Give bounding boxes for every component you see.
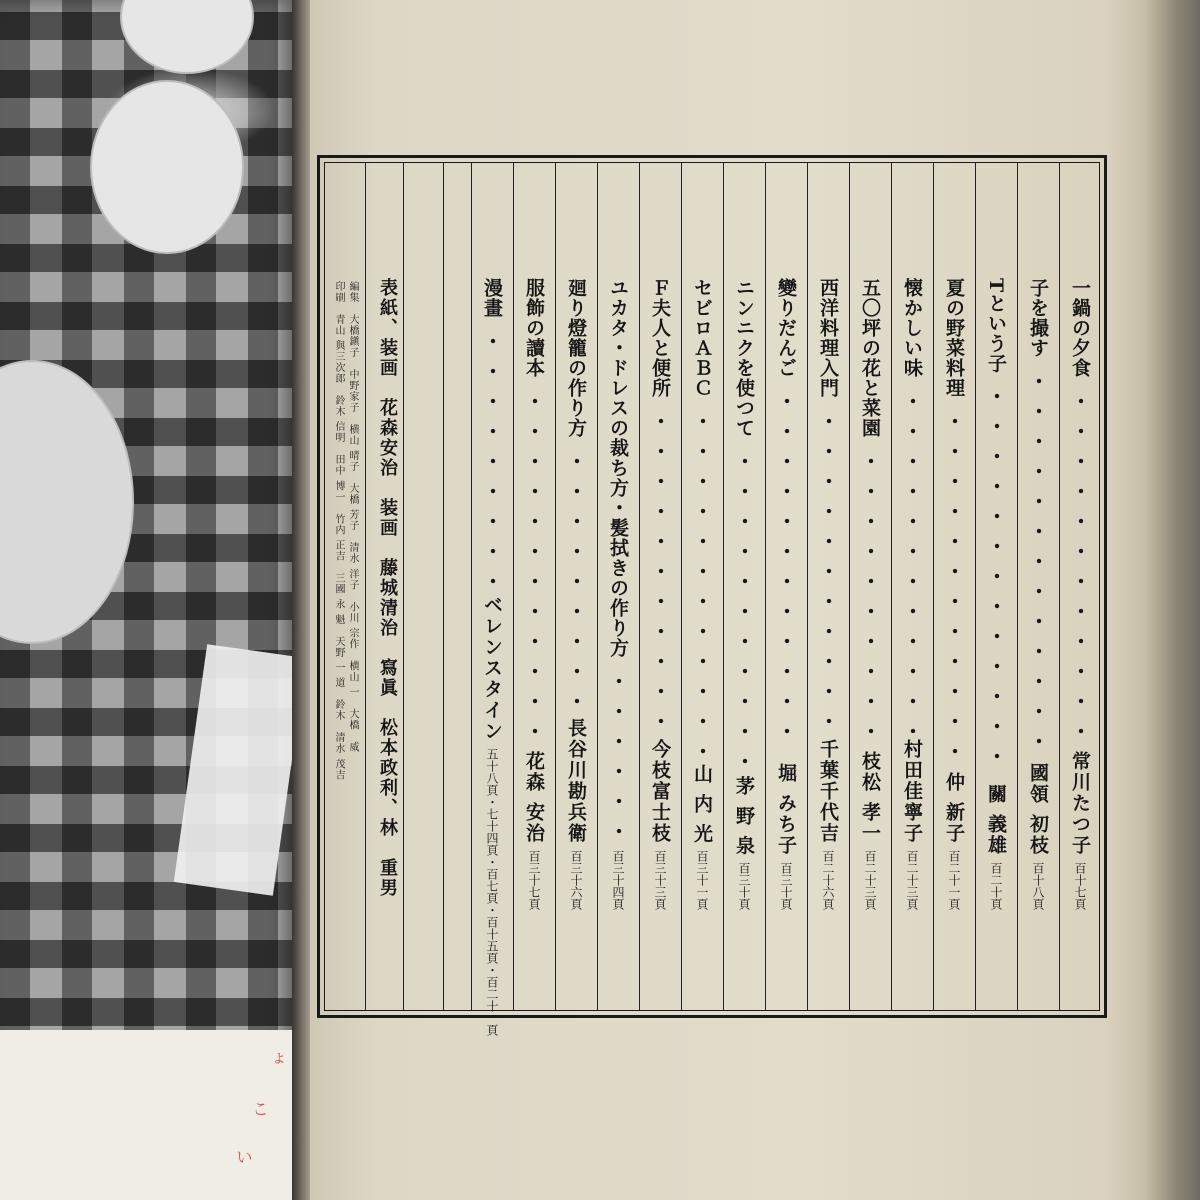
toc-entry[interactable] — [597, 163, 639, 1010]
toc-entry-page: 百二十六頁 — [821, 850, 835, 910]
toc-entry-author: 枝松 孝一 — [859, 751, 881, 844]
toc-entry-title: 子を撮す — [1027, 278, 1049, 358]
toc-entry-title: 夏の野菜料理 — [943, 278, 965, 398]
toc-entry-title: 懐かしい味 — [901, 278, 923, 378]
leader-dots — [784, 386, 790, 757]
toc-entry-author: 常川たつ子 — [1069, 751, 1091, 856]
toc-entry-author: 千葉千代吉 — [817, 739, 839, 844]
toc-entry[interactable] — [933, 163, 975, 1010]
photo-caption-strip — [0, 1030, 300, 1200]
toc-entry-title: 五〇坪の花と菜園 — [859, 278, 881, 438]
toc-entry-author: 茅 野 泉 — [733, 776, 755, 857]
toc-entry-page: 百二十三頁 — [905, 850, 919, 910]
toc-entry-page: 百三十四頁 — [611, 850, 625, 910]
toc-entry-author: 仲 新子 — [943, 772, 965, 844]
toc-entry-page: 百十七頁 — [1073, 862, 1087, 910]
toc-entry-page: 百十八頁 — [1031, 862, 1045, 910]
leader-dots — [910, 386, 916, 733]
toc-entry[interactable] — [975, 163, 1017, 1010]
leader-dots — [868, 446, 874, 745]
cover-credits: 表紙、装画 花森安治 装画 藤城清治 寫眞 松本政利、林 重男 — [377, 278, 398, 898]
toc-entry-author: 山 内 光 — [691, 764, 713, 845]
toc-entry-page: 百二十頁 — [989, 862, 1003, 910]
toc-entry[interactable] — [807, 163, 849, 1010]
plate-illustration — [0, 360, 134, 644]
toc-entry-page: 百三十三頁 — [653, 850, 667, 910]
cover-photo — [0, 0, 300, 1200]
toc-entry-page: 百三十頁 — [737, 862, 751, 910]
leader-dots — [1078, 386, 1084, 745]
toc-entry-title: セビロＡＢＣ — [691, 278, 713, 398]
toc-entry-title: 漫畫 — [481, 278, 503, 318]
toc-entry-page: 百三十六頁 — [569, 850, 583, 910]
caption-char: い — [232, 1148, 252, 1165]
printers-line: 印刷 青山 與三次郎 鈴木 信明 田中 博一 竹内 正吉 三國 永 魁 天野 一 道 鈴木 清水 茂吉 — [333, 281, 344, 781]
staff-credits-column — [325, 163, 365, 1010]
toc-entry-title: 廻り燈籠の作り方 — [565, 278, 587, 438]
toc-entry-page: 五十八頁・七十四頁・百七頁・百十五頁・百二十一頁 — [485, 748, 499, 1036]
toc-entry-author: 村田佳寧子 — [901, 739, 923, 844]
toc-entry-title: 服飾の讀本 — [523, 278, 545, 378]
toc-entry[interactable] — [555, 163, 597, 1010]
leader-dots — [1036, 366, 1042, 757]
toc-entry[interactable] — [849, 163, 891, 1010]
leader-dots — [616, 666, 622, 838]
editors-line: 編集 大橋鎭子 中野家子 横山 晴子 大橋 芳子 清水 洋子 小川 宗作 横山 一 大橋 威 — [347, 281, 358, 753]
teapot-illustration — [120, 0, 254, 74]
toc-entry-author: 長谷川勘兵衛 — [565, 718, 587, 844]
toc-entry-title: 變りだんご — [775, 278, 797, 378]
leader-dots — [490, 326, 496, 589]
toc-entry-page: 百三十一頁 — [695, 850, 709, 910]
toc-entry[interactable] — [765, 163, 807, 1010]
empty-column — [403, 163, 443, 1010]
leader-dots — [952, 406, 958, 766]
toc-entry[interactable] — [639, 163, 681, 1010]
toc-entry[interactable] — [1059, 163, 1101, 1010]
leader-dots — [826, 406, 832, 733]
toc-entry-author: 堀 みち子 — [775, 763, 797, 856]
toc-entry[interactable] — [513, 163, 555, 1010]
caption-char: こ — [248, 1100, 268, 1117]
toc-entry-author: 花森 安治 — [523, 751, 545, 844]
page-edge — [1108, 0, 1200, 1200]
toc-entry-page: 百二十三頁 — [863, 850, 877, 910]
toc-entry[interactable] — [471, 163, 513, 1036]
leader-dots — [658, 406, 664, 733]
napkin-illustration — [174, 644, 306, 896]
toc-entry[interactable] — [891, 163, 933, 1010]
leader-dots — [994, 381, 1000, 778]
toc-entry[interactable] — [681, 163, 723, 1010]
leader-dots — [574, 446, 580, 712]
toc-entry-author: 今枝富士枝 — [649, 739, 671, 844]
toc-entry-title: 一鍋の夕食 — [1069, 278, 1091, 378]
toc-entry-author: 國領 初枝 — [1027, 763, 1049, 856]
toc-entry-author: ベレンスタイン — [481, 595, 503, 742]
table-of-contents — [324, 162, 1100, 1036]
toc-entry-title: ユカタ・ドレスの裁ち方・髪拭きの作り方 — [607, 278, 629, 658]
toc-entry-page: 百三十頁 — [779, 862, 793, 910]
leader-dots — [532, 386, 538, 745]
toc-entry[interactable] — [723, 163, 765, 1010]
toc-entry-page: 百二十一頁 — [947, 850, 961, 910]
leader-dots — [700, 406, 706, 758]
table-of-contents-frame — [317, 155, 1107, 1036]
toc-entry-title: Tという子 — [985, 278, 1007, 374]
leader-dots — [742, 446, 748, 770]
toc-entry-page: 百三十七頁 — [527, 850, 541, 910]
toc-entry[interactable] — [1017, 163, 1059, 1010]
caption-char: ょ — [264, 1050, 284, 1067]
teacup-illustration — [90, 80, 244, 254]
toc-entry-title: 西洋料理入門 — [817, 278, 839, 398]
cover-credits-column — [365, 163, 403, 1010]
toc-entry-title: Ｆ夫人と便所 — [649, 278, 671, 398]
toc-entry-author: 關 義雄 — [985, 784, 1007, 856]
toc-entry-title: ニンニクを使つて — [733, 278, 755, 438]
